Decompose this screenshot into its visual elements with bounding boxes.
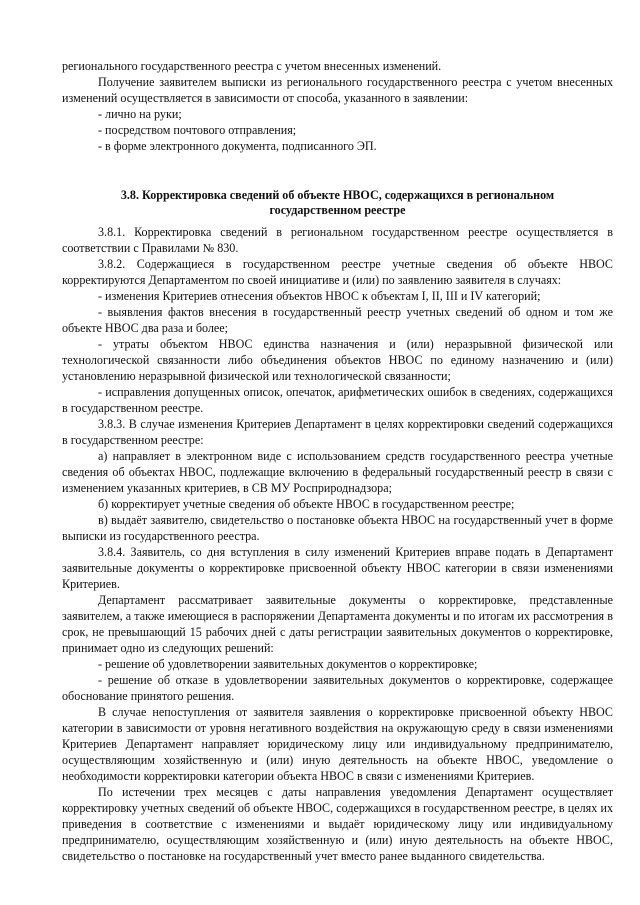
section-heading: 3.8. Корректировка сведений об объекте НВОС, содержащихся в региональном государственном реестре [120, 188, 555, 217]
intro-option-electronic: - в форме электронного документа, подписанного ЭП. [98, 139, 377, 153]
decision-refuse: - решение об отказе в удовлетворении заявительных документов о корректировке, содержащее обоснование принятого решения. [62, 673, 613, 703]
case-criteria-change: - изменения Критериев отнесения объектов НВОС к объектам I, II, III и IV категорий; [98, 289, 541, 303]
paragraph-3-8-2: 3.8.2. Содержащиеся в государственном реестре учетные сведения об объекте НВОС корректируются Департаментом по своей инициативе и (или) по заявлению заявителя в случаях: [62, 257, 613, 287]
paragraph-3-8-4: 3.8.4. Заявитель, со дня вступления в силу изменений Критериев вправе подать в Департамент заявительные документы о корректировке присвоенной объекту НВОС категории в связи изменениями Критериев. [62, 545, 613, 591]
case-duplicate-entries: - выявления фактов внесения в государственный реестр учетных сведений об одном и том же объекте НВОС два раза и более; [62, 305, 613, 335]
case-loss-of-unity: - утраты объектом НВОС единства назначения и (или) неразрывной физической или технологической связанности либо объединения объектов НВОС по единому назначению и (или) установлению неразрывной физической или технологической связанности; [62, 337, 613, 383]
case-typo-correction: - исправления допущенных описок, опечаток, арифметических ошибок в сведениях, содержащихся в государственном реестре. [62, 385, 613, 415]
intro-paragraph: Получение заявителем выписки из регионального государственного реестра с учетом внесенных изменений осуществляется в зависимости от способа, указанного в заявлении: [62, 75, 613, 105]
action-v: в) выдаёт заявителю, свидетельство о постановке объекта НВОС на государственный учет в форме выписки из государственного реестра. [62, 513, 613, 543]
intro-line-1: регионального государственного реестра с учетом внесенных изменений. [62, 59, 442, 73]
action-b: б) корректирует учетные сведения об объекте НВОС в государственном реестре; [98, 497, 515, 511]
intro-option-mail: - посредством почтового отправления; [98, 123, 297, 137]
paragraph-no-application: В случае непоступления от заявителя заявления о корректировке присвоенной объекту НВОС категории в зависимости от уровня негативного воздействия на окружающую среду в связи изменениями Критериев Департамент направляет юридическому лицу или индивидуальному предпринимателю, осуществляющим хозяйственную и (или) иную деятельность на объекте НВОС, уведомление о необходимости корректировки категории объекта НВОС в связи с изменениями Критериев. [62, 705, 613, 783]
paragraph-3-8-1: 3.8.1. Корректировка сведений в региональном государственном реестре осуществляется в соответствии с Правилами № 830. [62, 225, 613, 255]
document-page [62, 58, 613, 864]
paragraph-review: Департамент рассматривает заявительные документы о корректировке, представленные заявителем, а также имеющиеся в распоряжении Департамента документы и по итогам их рассмотрения в срок, не превышающий 15 рабочих дней с даты регистрации заявительных документов о корректировке, принимает одно из следующих решений: [62, 593, 613, 655]
action-a: а) направляет в электронном виде с использованием средств государственного реестра учетные сведения об объектах НВОС, подлежащие включению в федеральный государственный реестр в связи с изменением указанных критериев, в СВ МУ Росприроднадзора; [62, 449, 613, 495]
paragraph-three-months: По истечении трех месяцев с даты направления уведомления Департамент осуществляет корректировку учетных сведений об объекте НВОС, содержащихся в государственном реестре, в целях их приведения в соответствие с изменениями и выдаёт юридическому лицу или индивидуальному предпринимателю, осуществляющим хозяйственную и (или) иную деятельность на объекте НВОС, свидетельство о постановке на государственный учет вместо ранее выданного свидетельства. [62, 785, 613, 863]
paragraph-3-8-3: 3.8.3. В случае изменения Критериев Департамент в целях корректировки сведений содержащихся в государственном реестре: [62, 417, 613, 447]
decision-approve: - решение об удовлетворении заявительных документов о корректировке; [98, 657, 478, 671]
intro-option-in-person: - лично на руки; [98, 107, 182, 121]
